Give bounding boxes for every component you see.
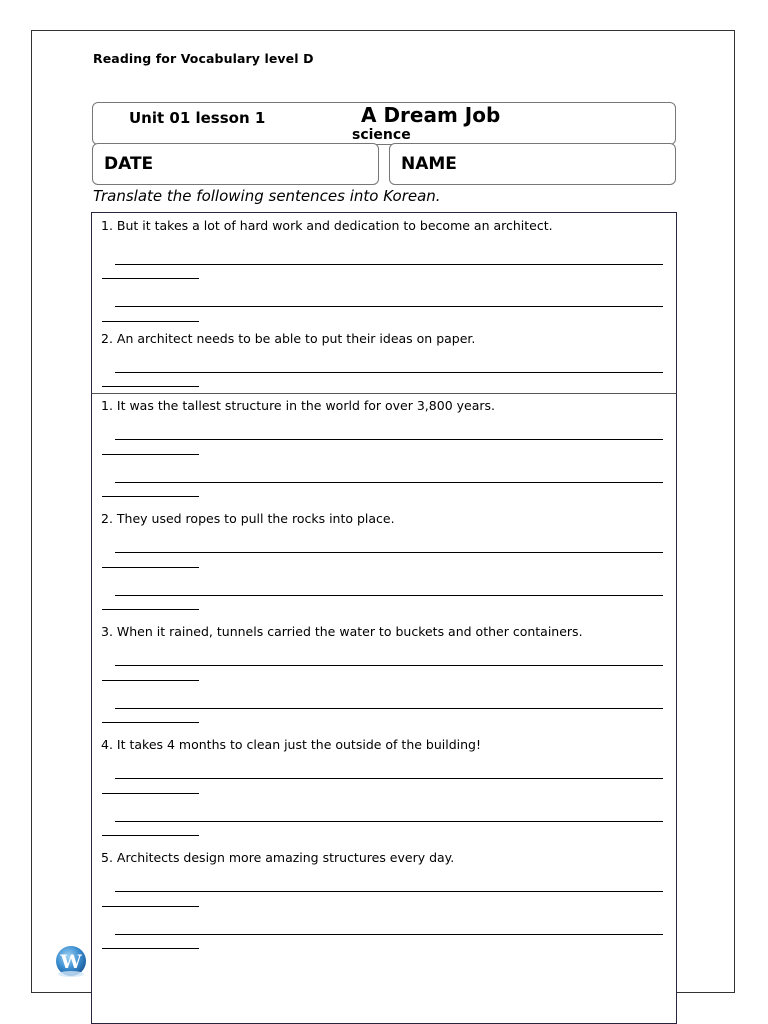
title-box — [92, 102, 676, 145]
name-field[interactable] — [389, 143, 676, 185]
answer-line-tail[interactable] — [102, 680, 199, 681]
answer-line-tail[interactable] — [102, 496, 199, 497]
answer-line-tail[interactable] — [102, 321, 199, 322]
answer-line-tail[interactable] — [102, 948, 199, 949]
answer-line[interactable] — [115, 482, 663, 483]
answer-line-tail[interactable] — [102, 722, 199, 723]
exercise-sentence: 3. When it rained, tunnels carried the water to buckets and other containers. — [101, 624, 583, 639]
worksheet-title: A Dream Job — [361, 103, 501, 127]
exercise-sentence: 2. An architect needs to be able to put their ideas on paper. — [101, 331, 476, 346]
date-field[interactable] — [92, 143, 379, 185]
name-label: NAME — [401, 154, 457, 174]
answer-line-tail[interactable] — [102, 386, 199, 387]
answer-line[interactable] — [115, 665, 663, 666]
answer-line-tail[interactable] — [102, 278, 199, 279]
exercise-section-2 — [91, 393, 677, 1024]
answer-line[interactable] — [115, 891, 663, 892]
date-label: DATE — [104, 154, 154, 174]
exercise-sentence: 2. They used ropes to pull the rocks into place. — [101, 511, 395, 526]
answer-line[interactable] — [115, 264, 663, 265]
subject-label: science — [352, 127, 411, 143]
answer-line-tail[interactable] — [102, 454, 199, 455]
answer-line-tail[interactable] — [102, 906, 199, 907]
exercise-sentence: 1. It was the tallest structure in the world for over 3,800 years. — [101, 398, 495, 413]
level-label: Reading for Vocabulary level D — [93, 51, 314, 66]
answer-line[interactable] — [115, 708, 663, 709]
instructions: Translate the following sentences into Korean. — [93, 187, 441, 205]
answer-line[interactable] — [115, 306, 663, 307]
answer-line-tail[interactable] — [102, 567, 199, 568]
logo-letter: W — [60, 951, 82, 973]
answer-line-tail[interactable] — [102, 609, 199, 610]
exercise-sentence: 4. It takes 4 months to clean just the outside of the building! — [101, 737, 481, 752]
answer-line[interactable] — [115, 552, 663, 553]
exercise-section-1 — [91, 212, 677, 394]
exercise-sentence: 1. But it takes a lot of hard work and dedication to become an architect. — [101, 218, 553, 233]
answer-line[interactable] — [115, 778, 663, 779]
answer-line-tail[interactable] — [102, 835, 199, 836]
unit-label: Unit 01 lesson 1 — [129, 109, 266, 127]
answer-line[interactable] — [115, 821, 663, 822]
answer-line[interactable] — [115, 595, 663, 596]
answer-line[interactable] — [115, 439, 663, 440]
answer-line-tail[interactable] — [102, 793, 199, 794]
exercise-sentence: 5. Architects design more amazing structures every day. — [101, 850, 455, 865]
answer-line[interactable] — [115, 372, 663, 373]
answer-line[interactable] — [115, 934, 663, 935]
globe-w-logo-icon — [53, 944, 89, 980]
